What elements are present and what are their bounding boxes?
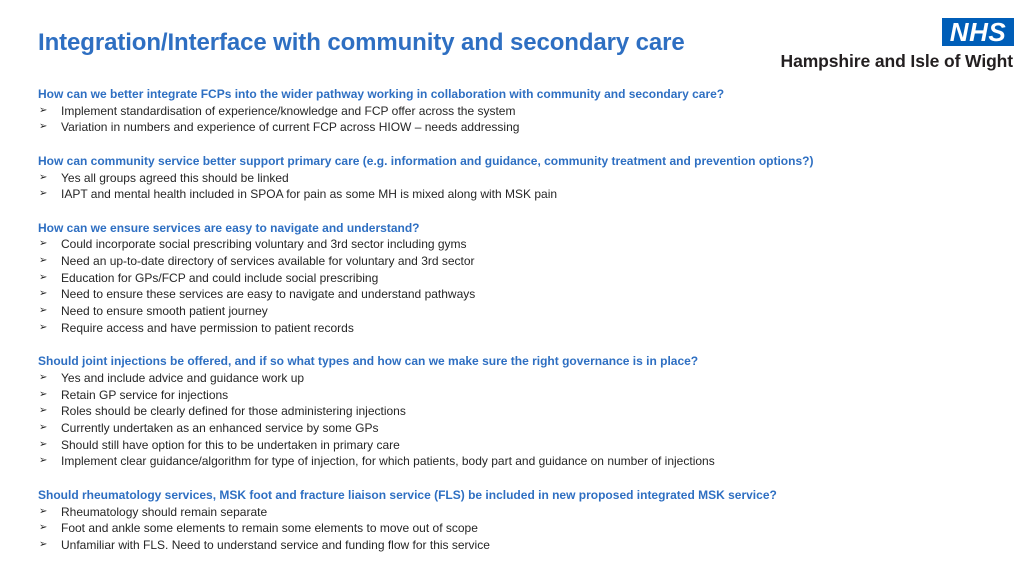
section-question: Should rheumatology services, MSK foot and fracture liaison service (FLS) be included in new proposed integrated MSK service? xyxy=(38,487,777,502)
list-item-text: Need to ensure these services are easy to navigate and understand pathways xyxy=(61,287,476,302)
list-item-text: Education for GPs/FCP and could include social prescribing xyxy=(61,270,379,285)
list-item xyxy=(38,387,998,404)
arrowhead-bullet-icon: ➢ xyxy=(39,405,48,417)
arrowhead-bullet-icon: ➢ xyxy=(39,171,48,183)
list-item-text: Implement standardisation of experience/knowledge and FCP offer across the system xyxy=(61,103,516,118)
bullet-list xyxy=(38,370,998,470)
list-item-text: Retain GP service for injections xyxy=(61,387,229,402)
arrowhead-bullet-icon: ➢ xyxy=(39,305,48,317)
nhs-logo: NHS xyxy=(942,18,1014,46)
list-item xyxy=(38,537,998,554)
list-item xyxy=(38,437,998,454)
list-item xyxy=(38,520,998,537)
list-item xyxy=(38,420,998,437)
arrowhead-bullet-icon: ➢ xyxy=(39,321,48,333)
slide-content xyxy=(38,86,998,570)
list-item-text: IAPT and mental health included in SPOA for pain as some MH is mixed along with MSK pain xyxy=(61,187,558,202)
arrowhead-bullet-icon: ➢ xyxy=(39,288,48,300)
bullet-list xyxy=(38,170,998,203)
arrowhead-bullet-icon: ➢ xyxy=(39,505,48,517)
list-item xyxy=(38,270,998,287)
organisation-name: Hampshire and Isle of Wight xyxy=(780,51,1013,71)
list-item xyxy=(38,253,998,270)
bullet-list xyxy=(38,103,998,136)
list-item xyxy=(38,453,998,470)
list-item-text: Require access and have permission to patient records xyxy=(61,320,354,335)
list-item-text: Variation in numbers and experience of current FCP across HIOW – needs addressing xyxy=(61,120,520,135)
list-item xyxy=(38,236,998,253)
list-item xyxy=(38,286,998,303)
list-item-text: Should still have option for this to be undertaken in primary care xyxy=(61,437,400,452)
arrowhead-bullet-icon: ➢ xyxy=(39,538,48,550)
question-section xyxy=(38,86,998,136)
section-question: How can community service better support primary care (e.g. information and guidance, community treatment and prevention options?) xyxy=(38,153,814,168)
section-question: How can we better integrate FCPs into the wider pathway working in collaboration with community and secondary care? xyxy=(38,87,725,101)
arrowhead-bullet-icon: ➢ xyxy=(39,238,48,250)
list-item xyxy=(38,119,998,136)
question-section xyxy=(38,220,998,337)
question-section xyxy=(38,353,998,470)
list-item-text: Need to ensure smooth patient journey xyxy=(61,304,268,319)
arrowhead-bullet-icon: ➢ xyxy=(39,271,48,283)
arrowhead-bullet-icon: ➢ xyxy=(39,371,48,383)
arrowhead-bullet-icon: ➢ xyxy=(39,121,48,133)
bullet-list xyxy=(38,236,998,336)
list-item xyxy=(38,303,998,320)
arrowhead-bullet-icon: ➢ xyxy=(39,438,48,450)
list-item-text: Implement clear guidance/algorithm for type of injection, for which patients, body part and guidance on number of injections xyxy=(61,454,715,469)
list-item xyxy=(38,370,998,387)
question-section xyxy=(38,153,998,203)
section-question: How can we ensure services are easy to navigate and understand? xyxy=(38,220,420,235)
arrowhead-bullet-icon: ➢ xyxy=(39,522,48,534)
arrowhead-bullet-icon: ➢ xyxy=(39,255,48,266)
arrowhead-bullet-icon: ➢ xyxy=(39,422,48,434)
list-item xyxy=(38,170,998,187)
arrowhead-bullet-icon: ➢ xyxy=(39,455,48,467)
list-item xyxy=(38,320,998,337)
list-item-text: Yes and include advice and guidance work up xyxy=(61,370,305,385)
list-item-text: Foot and ankle some elements to remain some elements to move out of scope xyxy=(61,521,478,536)
list-item-text: Currently undertaken as an enhanced service by some GPs xyxy=(61,421,379,436)
list-item xyxy=(38,186,998,203)
list-item-text: Need an up-to-date directory of services available for voluntary and 3rd sector xyxy=(61,254,475,268)
bullet-list xyxy=(38,504,998,554)
list-item xyxy=(38,403,998,420)
section-question: Should joint injections be offered, and if so what types and how can we make sure the right governance is in place? xyxy=(38,354,699,369)
question-section xyxy=(38,487,998,554)
list-item-text: Could incorporate social prescribing voluntary and 3rd sector including gyms xyxy=(61,237,467,252)
list-item-text: Yes all groups agreed this should be linked xyxy=(61,170,289,185)
arrowhead-bullet-icon: ➢ xyxy=(39,388,48,400)
list-item-text: Roles should be clearly defined for those administering injections xyxy=(61,404,406,419)
list-item-text: Unfamiliar with FLS. Need to understand service and funding flow for this service xyxy=(61,537,490,552)
list-item-text: Rheumatology should remain separate xyxy=(61,504,268,519)
arrowhead-bullet-icon: ➢ xyxy=(39,188,48,200)
page-title: Integration/Interface with community and secondary care xyxy=(38,29,685,56)
list-item xyxy=(38,504,998,521)
arrowhead-bullet-icon: ➢ xyxy=(39,104,48,116)
list-item xyxy=(38,103,998,120)
